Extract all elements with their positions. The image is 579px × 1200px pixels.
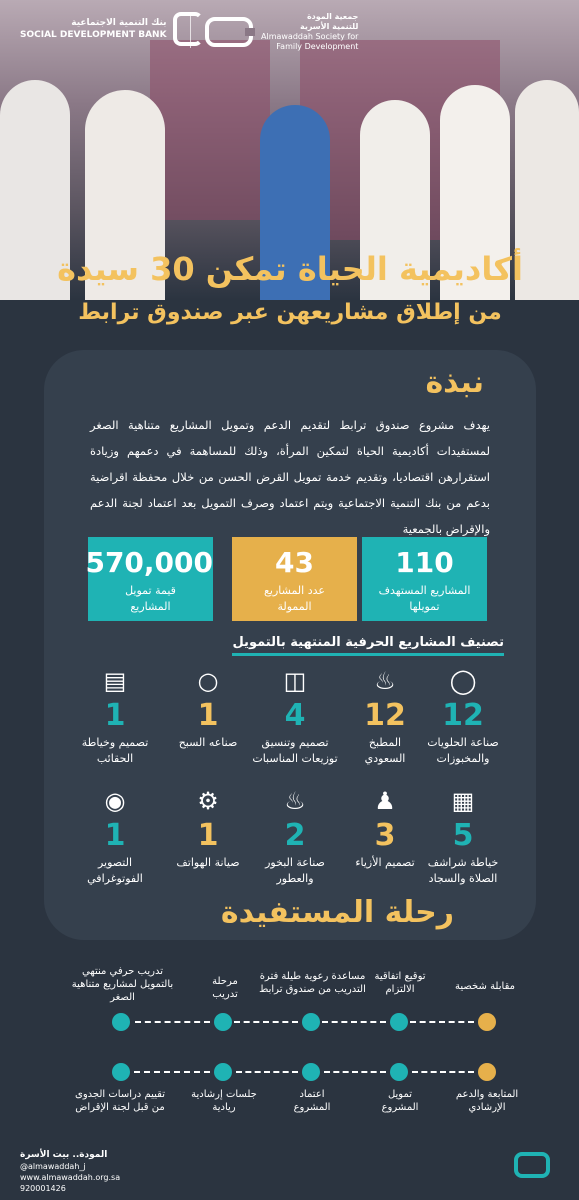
stat-funded-projects xyxy=(232,537,357,621)
logo-divider xyxy=(190,14,191,48)
mawadda-name-ar-1: جمعية المودة xyxy=(306,12,359,21)
journey-dot xyxy=(390,1013,408,1031)
journey-step-label xyxy=(175,975,275,1001)
craft-label: الفوتوغرافي xyxy=(87,872,143,885)
craft-label: والعطور xyxy=(276,872,314,885)
journey-step-text: توقيع اتفاقية xyxy=(374,971,426,982)
craft-count: 4 xyxy=(284,698,306,733)
craft-item xyxy=(70,785,160,887)
craft-label: الحقائب xyxy=(96,752,134,765)
stat-label: المشاريع المستهدف xyxy=(378,584,471,597)
craft-count: 3 xyxy=(374,818,396,853)
sub-title: من إطلاق مشاريعهن عبر صندوق ترابط xyxy=(78,300,502,325)
craft-label: المطبخ xyxy=(368,736,402,749)
journey-arrow xyxy=(410,1021,474,1023)
craft-label: صناعه السبح xyxy=(178,736,238,749)
journey-dot xyxy=(478,1063,496,1081)
journey-step-text: مقابلة شخصية xyxy=(455,981,515,992)
craft-label: خياطة شراشف xyxy=(427,856,499,869)
journey-arrow xyxy=(324,1071,386,1073)
mannequin-icon: ♟ xyxy=(374,787,396,815)
journey-dot xyxy=(214,1063,232,1081)
craft-item xyxy=(163,785,253,871)
bank-name-ar: بنك التنمية الاجتماعية xyxy=(71,18,167,28)
journey-step-text: ريادية xyxy=(212,1102,236,1113)
stat-label: عدد المشاريع xyxy=(264,584,325,597)
journey-step-text: المتابعة والدعم xyxy=(455,1089,519,1100)
craft-item xyxy=(418,665,508,767)
journey-arrow xyxy=(135,1021,210,1023)
journey-dot xyxy=(112,1013,130,1031)
mawadda-logo-icon xyxy=(205,17,253,47)
craft-item xyxy=(163,665,253,751)
footer xyxy=(20,1150,560,1193)
journey-step-label xyxy=(65,965,180,1004)
craft-label: صيانة الهواتف xyxy=(176,856,240,869)
phone-repair-icon: ⚙ xyxy=(197,787,219,815)
journey-step-text: من قبل لجنة الإقراض xyxy=(75,1102,165,1113)
craft-item xyxy=(250,785,340,887)
mawadda-name-ar-2: للتنمية الأسرية xyxy=(299,22,359,31)
bank-logo xyxy=(20,12,203,46)
journey-step-text: تدريب xyxy=(212,989,238,1000)
main-title: أكاديمية الحياة تمكن 30 سيدة xyxy=(57,250,523,288)
journey-dot xyxy=(478,1013,496,1031)
craft-label: صناعة الحلويات xyxy=(427,736,499,749)
journey-step-text: المشروع xyxy=(381,1102,419,1113)
journey-step-label xyxy=(437,1088,537,1114)
craft-item xyxy=(340,785,430,871)
mawadda-name-en-1: Almawaddah Society for xyxy=(261,32,359,41)
craft-item xyxy=(250,665,340,767)
bag-icon: ▤ xyxy=(103,667,127,695)
journey-dot xyxy=(214,1013,232,1031)
craft-label: السعودي xyxy=(364,752,406,765)
categories-title: تصنيف المشاريع الحرفية المنتهية بالتمويل xyxy=(232,635,504,654)
journey-step-text: بالتمويل لمشاريع متناهية الصغر xyxy=(71,979,174,1003)
journey-step-text: تدريب حرفي منتهي xyxy=(82,966,163,977)
stat-label: تمويلها xyxy=(409,600,440,613)
craft-label: صناعة البخور xyxy=(265,856,325,869)
footer-handle: @almawaddah_j xyxy=(20,1162,86,1171)
craft-count: 5 xyxy=(452,818,474,853)
journey-step-text: جلسات إرشادية xyxy=(191,1089,257,1100)
bread-icon: ◯ xyxy=(449,667,477,695)
about-heading: نبذة xyxy=(425,365,484,400)
journey-arrow xyxy=(234,1021,298,1023)
journey-step-text: التدريب من صندوق ترابط xyxy=(259,984,366,995)
journey-step-label xyxy=(435,980,535,993)
stat-label: الممولة xyxy=(277,600,312,613)
craft-item xyxy=(340,665,430,767)
footer-phone: 920001426 xyxy=(20,1184,66,1193)
craft-label: التصوير xyxy=(97,856,133,869)
craft-count: 1 xyxy=(104,698,126,733)
footer-website: www.almawaddah.org.sa xyxy=(20,1173,121,1182)
bank-name-en: SOCIAL DEVELOPMENT BANK xyxy=(20,30,167,40)
journey-step-label xyxy=(350,1088,450,1114)
journey-step-label xyxy=(174,1088,274,1114)
stat-funding-value xyxy=(85,537,213,621)
journey-arrow xyxy=(134,1071,210,1073)
craft-label: تصميم وخياطة xyxy=(81,736,149,749)
stat-label: قيمة تمويل xyxy=(125,584,176,597)
craft-label: الصلاة والسجاد xyxy=(428,872,498,885)
logos-bar xyxy=(0,12,579,54)
fabric-roll-icon: ▦ xyxy=(451,787,475,815)
incense-icon: ♨ xyxy=(284,787,306,815)
craft-count: 12 xyxy=(364,698,406,733)
journey-dot xyxy=(302,1013,320,1031)
journey-dot xyxy=(390,1063,408,1081)
bank-logo-icon xyxy=(173,12,203,46)
craft-label: تصميم وتنسيق xyxy=(261,736,329,749)
stat-value: 43 xyxy=(275,546,314,579)
stat-target-projects xyxy=(362,537,487,621)
journey-arrow xyxy=(412,1071,474,1073)
journey-step-text: تقييم دراسات الجدوى xyxy=(75,1089,165,1100)
stat-label: المشاريع xyxy=(130,600,171,613)
craft-count: 1 xyxy=(197,698,219,733)
stat-value: 570,000 xyxy=(85,546,213,579)
journey-step-text: المشروع xyxy=(293,1102,331,1113)
stat-value: 110 xyxy=(395,546,454,579)
journey-step-text: مرحلة xyxy=(212,976,238,987)
journey-step-label xyxy=(262,1088,362,1114)
journey-dot xyxy=(302,1063,320,1081)
craft-item xyxy=(418,785,508,887)
journey-step-text: اعتماد xyxy=(299,1089,325,1100)
journey-dot xyxy=(112,1063,130,1081)
journey-step-text: مساعدة رعوية طيلة فترة xyxy=(259,971,366,982)
craft-count: 1 xyxy=(104,818,126,853)
footer-info xyxy=(20,1150,120,1194)
mawadda-logo xyxy=(205,12,358,52)
mawadda-footer-logo-icon xyxy=(514,1152,550,1178)
craft-label: تصميم الأزياء xyxy=(355,856,415,869)
about-text: يهدف مشروع صندوق ترابط لتقديم الدعم وتمويل المشاريع متناهية الصغر لمستفيدات أكاديمية الحياة لتمكين المرأة، وذلك للمساهمة في دعمهم وزيادة استقرارهن اقتصاديا، وتقديم خدمة تمويل القرض الحسن من خلال محفظة اقراضية بدعم من بنك التنمية الاجتماعية ويتم اعتماد وصرف التمويل بعد اعتماد لجنة الدعم والإقراض بالجمعية xyxy=(90,418,490,536)
journey-arrow xyxy=(322,1021,386,1023)
gift-icon: ◫ xyxy=(283,667,307,695)
craft-label: توزيعات المناسبات xyxy=(252,752,338,765)
craft-count: 2 xyxy=(284,818,306,853)
craft-count: 12 xyxy=(442,698,484,733)
journey-heading: رحلة المستفيدة xyxy=(220,895,454,930)
journey-step-label xyxy=(70,1088,170,1114)
journey-arrow xyxy=(236,1071,298,1073)
journey-step-text: الالتزام xyxy=(385,984,415,995)
craft-count: 1 xyxy=(197,818,219,853)
prayer-beads-icon: ○ xyxy=(197,667,219,695)
journey-step-text: تمويل xyxy=(387,1089,413,1100)
craft-item xyxy=(70,665,160,767)
camera-icon: ◉ xyxy=(104,787,126,815)
footer-slogan: المودة.. بيت الأسرة xyxy=(20,1150,108,1160)
mawadda-name-en-2: Family Development xyxy=(276,42,359,51)
cooking-pot-icon: ♨ xyxy=(374,667,396,695)
craft-label: والمخبوزات xyxy=(436,752,490,765)
journey-step-text: الإرشادي xyxy=(468,1102,506,1113)
